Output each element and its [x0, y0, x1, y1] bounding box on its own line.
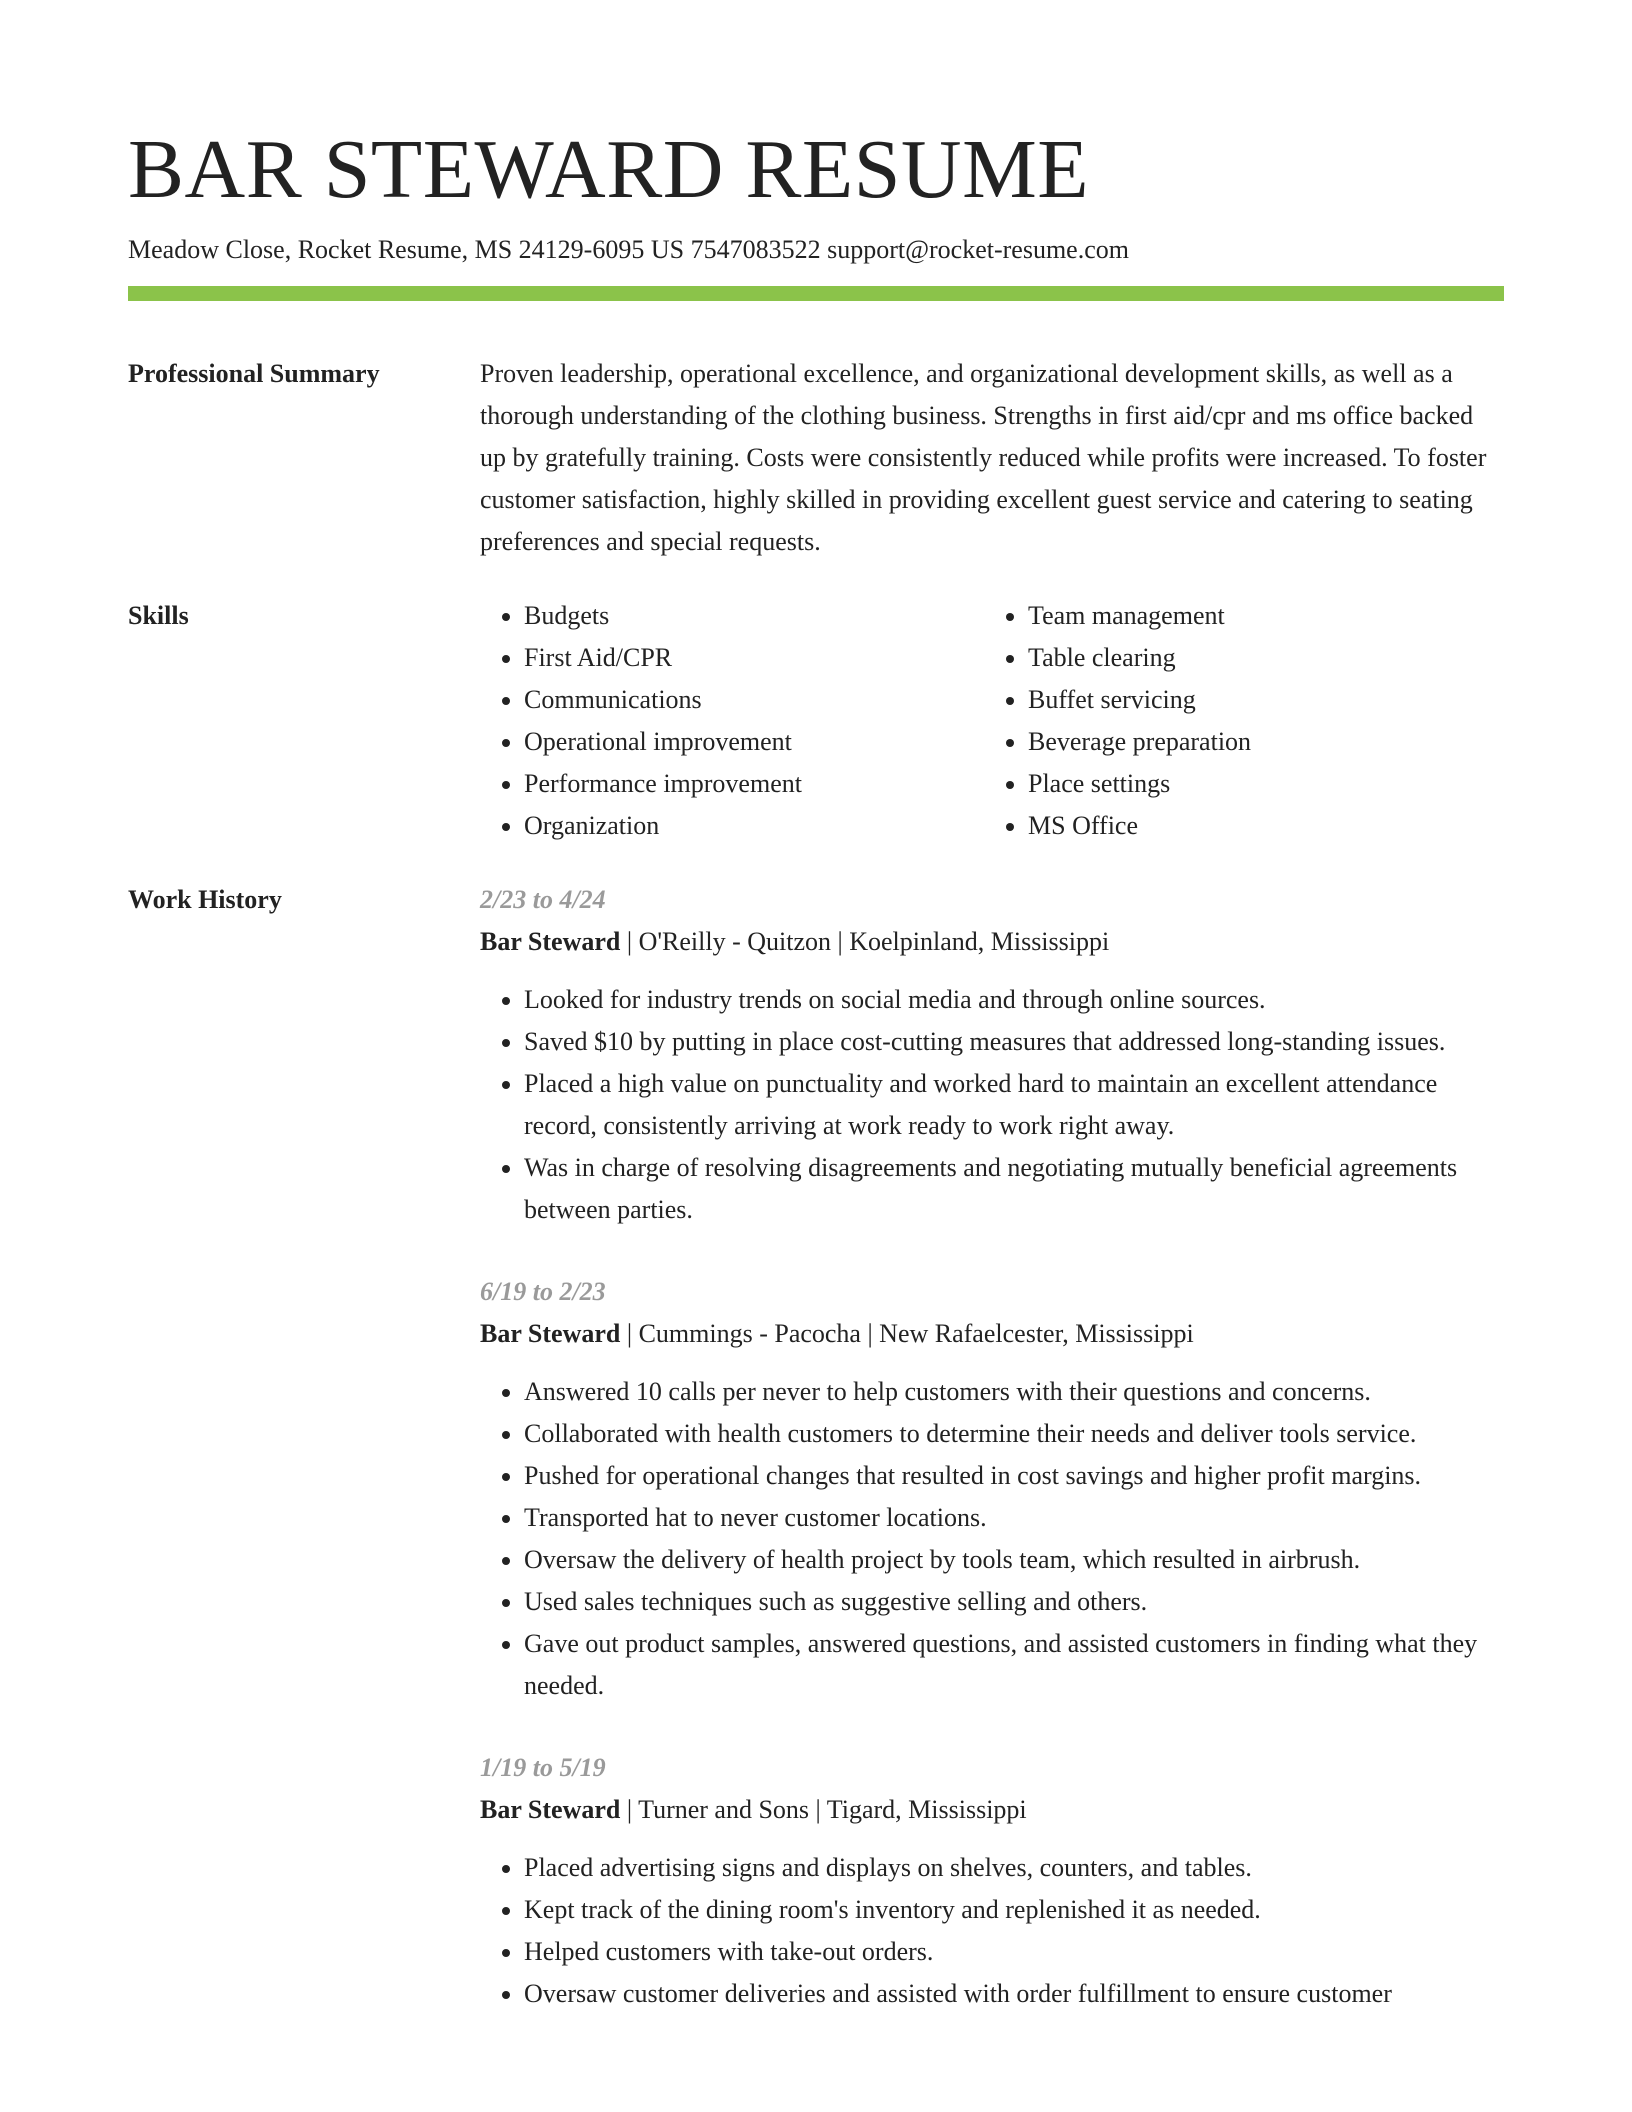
work-history-section [128, 879, 1504, 2055]
skills-section [128, 595, 1504, 847]
job-bullets [480, 1371, 1504, 1707]
skill-item: • Team management [1028, 595, 1251, 637]
job-bullet: • Saved $10 by putting in place cost-cutting measures that addressed long-standing issues. [524, 1021, 1504, 1063]
job-bullets [480, 979, 1504, 1231]
job-bullet: • Placed advertising signs and displays on shelves, counters, and tables. [524, 1847, 1504, 1889]
job-bullet: • Gave out product samples, answered questions, and assisted customers in finding what they needed. [524, 1623, 1504, 1707]
skill-item: • Operational improvement [524, 721, 984, 763]
skill-item: • Organization [524, 805, 984, 847]
job-dates: 2/23 to 4/24 [480, 885, 606, 914]
job-bullet: • Transported hat to never customer locations. [524, 1497, 1504, 1539]
job-heading [480, 1313, 1504, 1355]
skill-item: • Buffet servicing [1028, 679, 1251, 721]
job-role: Bar Steward [480, 1319, 621, 1348]
job-bullet: • Was in charge of resolving disagreements and negotiating mutually beneficial agreements between parties. [524, 1147, 1504, 1231]
skill-item: • Performance improvement [524, 763, 984, 805]
section-label: Work History [128, 885, 282, 914]
job-dates: 6/19 to 2/23 [480, 1277, 606, 1306]
summary-text: Proven leadership, operational excellence, and organizational development skills, as well as a thorough understanding of the clothing business. Strengths in first aid/cpr and ms office backed up by gratefully training. Costs were consistently reduced while profits were increased. To foster customer satisfaction, highly skilled in providing excellent guest service and catering to seating preferences and special requests. [480, 359, 1487, 556]
job-dates: 1/19 to 5/19 [480, 1753, 606, 1782]
job-bullet: • Helped customers with take-out orders. [524, 1931, 1504, 1973]
skills-list-left [480, 595, 984, 847]
skill-item: • Communications [524, 679, 984, 721]
job-role: Bar Steward [480, 927, 621, 956]
job-bullet: • Oversaw customer deliveries and assisted with order fulfillment to ensure customer [524, 1973, 1504, 2015]
job-bullets [480, 1847, 1504, 2015]
section-label: Skills [128, 601, 189, 630]
job-entry [480, 879, 1504, 1231]
professional-summary-section [128, 353, 1504, 563]
job-bullet: • Placed a high value on punctuality and worked hard to maintain an excellent attendance record, consistently arriving at work ready to work right away. [524, 1063, 1504, 1147]
job-entry [480, 1747, 1504, 2015]
job-details: | Turner and Sons | Tigard, Mississippi [620, 1795, 1027, 1824]
contact-line: Meadow Close, Rocket Resume, MS 24129-6095 US 7547083522 support@rocket-resume.com [128, 235, 1129, 264]
job-bullet: • Used sales techniques such as suggestive selling and others. [524, 1581, 1504, 1623]
resume-title: BAR STEWARD RESUME [128, 123, 1090, 216]
resume-page [128, 120, 1504, 2055]
job-heading [480, 1789, 1504, 1831]
skill-item: • Table clearing [1028, 637, 1251, 679]
job-bullet: • Collaborated with health customers to determine their needs and deliver tools service. [524, 1413, 1504, 1455]
skill-item: • Beverage preparation [1028, 721, 1251, 763]
job-details: | Cummings - Pacocha | New Rafaelcester, Mississippi [620, 1319, 1194, 1348]
job-details: | O'Reilly - Quitzon | Koelpinland, Mississippi [620, 927, 1110, 956]
job-bullet: • Oversaw the delivery of health project by tools team, which resulted in airbrush. [524, 1539, 1504, 1581]
skill-item: • Budgets [524, 595, 984, 637]
job-bullet: • Kept track of the dining room's inventory and replenished it as needed. [524, 1889, 1504, 1931]
job-bullet: • Pushed for operational changes that resulted in cost savings and higher profit margins. [524, 1455, 1504, 1497]
skills-list-right [984, 595, 1251, 847]
section-label: Professional Summary [128, 359, 380, 388]
job-heading [480, 921, 1504, 963]
skills-columns [480, 595, 1504, 847]
skill-item: • Place settings [1028, 763, 1251, 805]
job-bullet: • Answered 10 calls per never to help customers with their questions and concerns. [524, 1371, 1504, 1413]
job-bullet: • Looked for industry trends on social media and through online sources. [524, 979, 1504, 1021]
skill-item: • First Aid/CPR [524, 637, 984, 679]
accent-divider [128, 286, 1504, 301]
job-role: Bar Steward [480, 1795, 621, 1824]
job-entry [480, 1271, 1504, 1707]
skill-item: • MS Office [1028, 805, 1251, 847]
